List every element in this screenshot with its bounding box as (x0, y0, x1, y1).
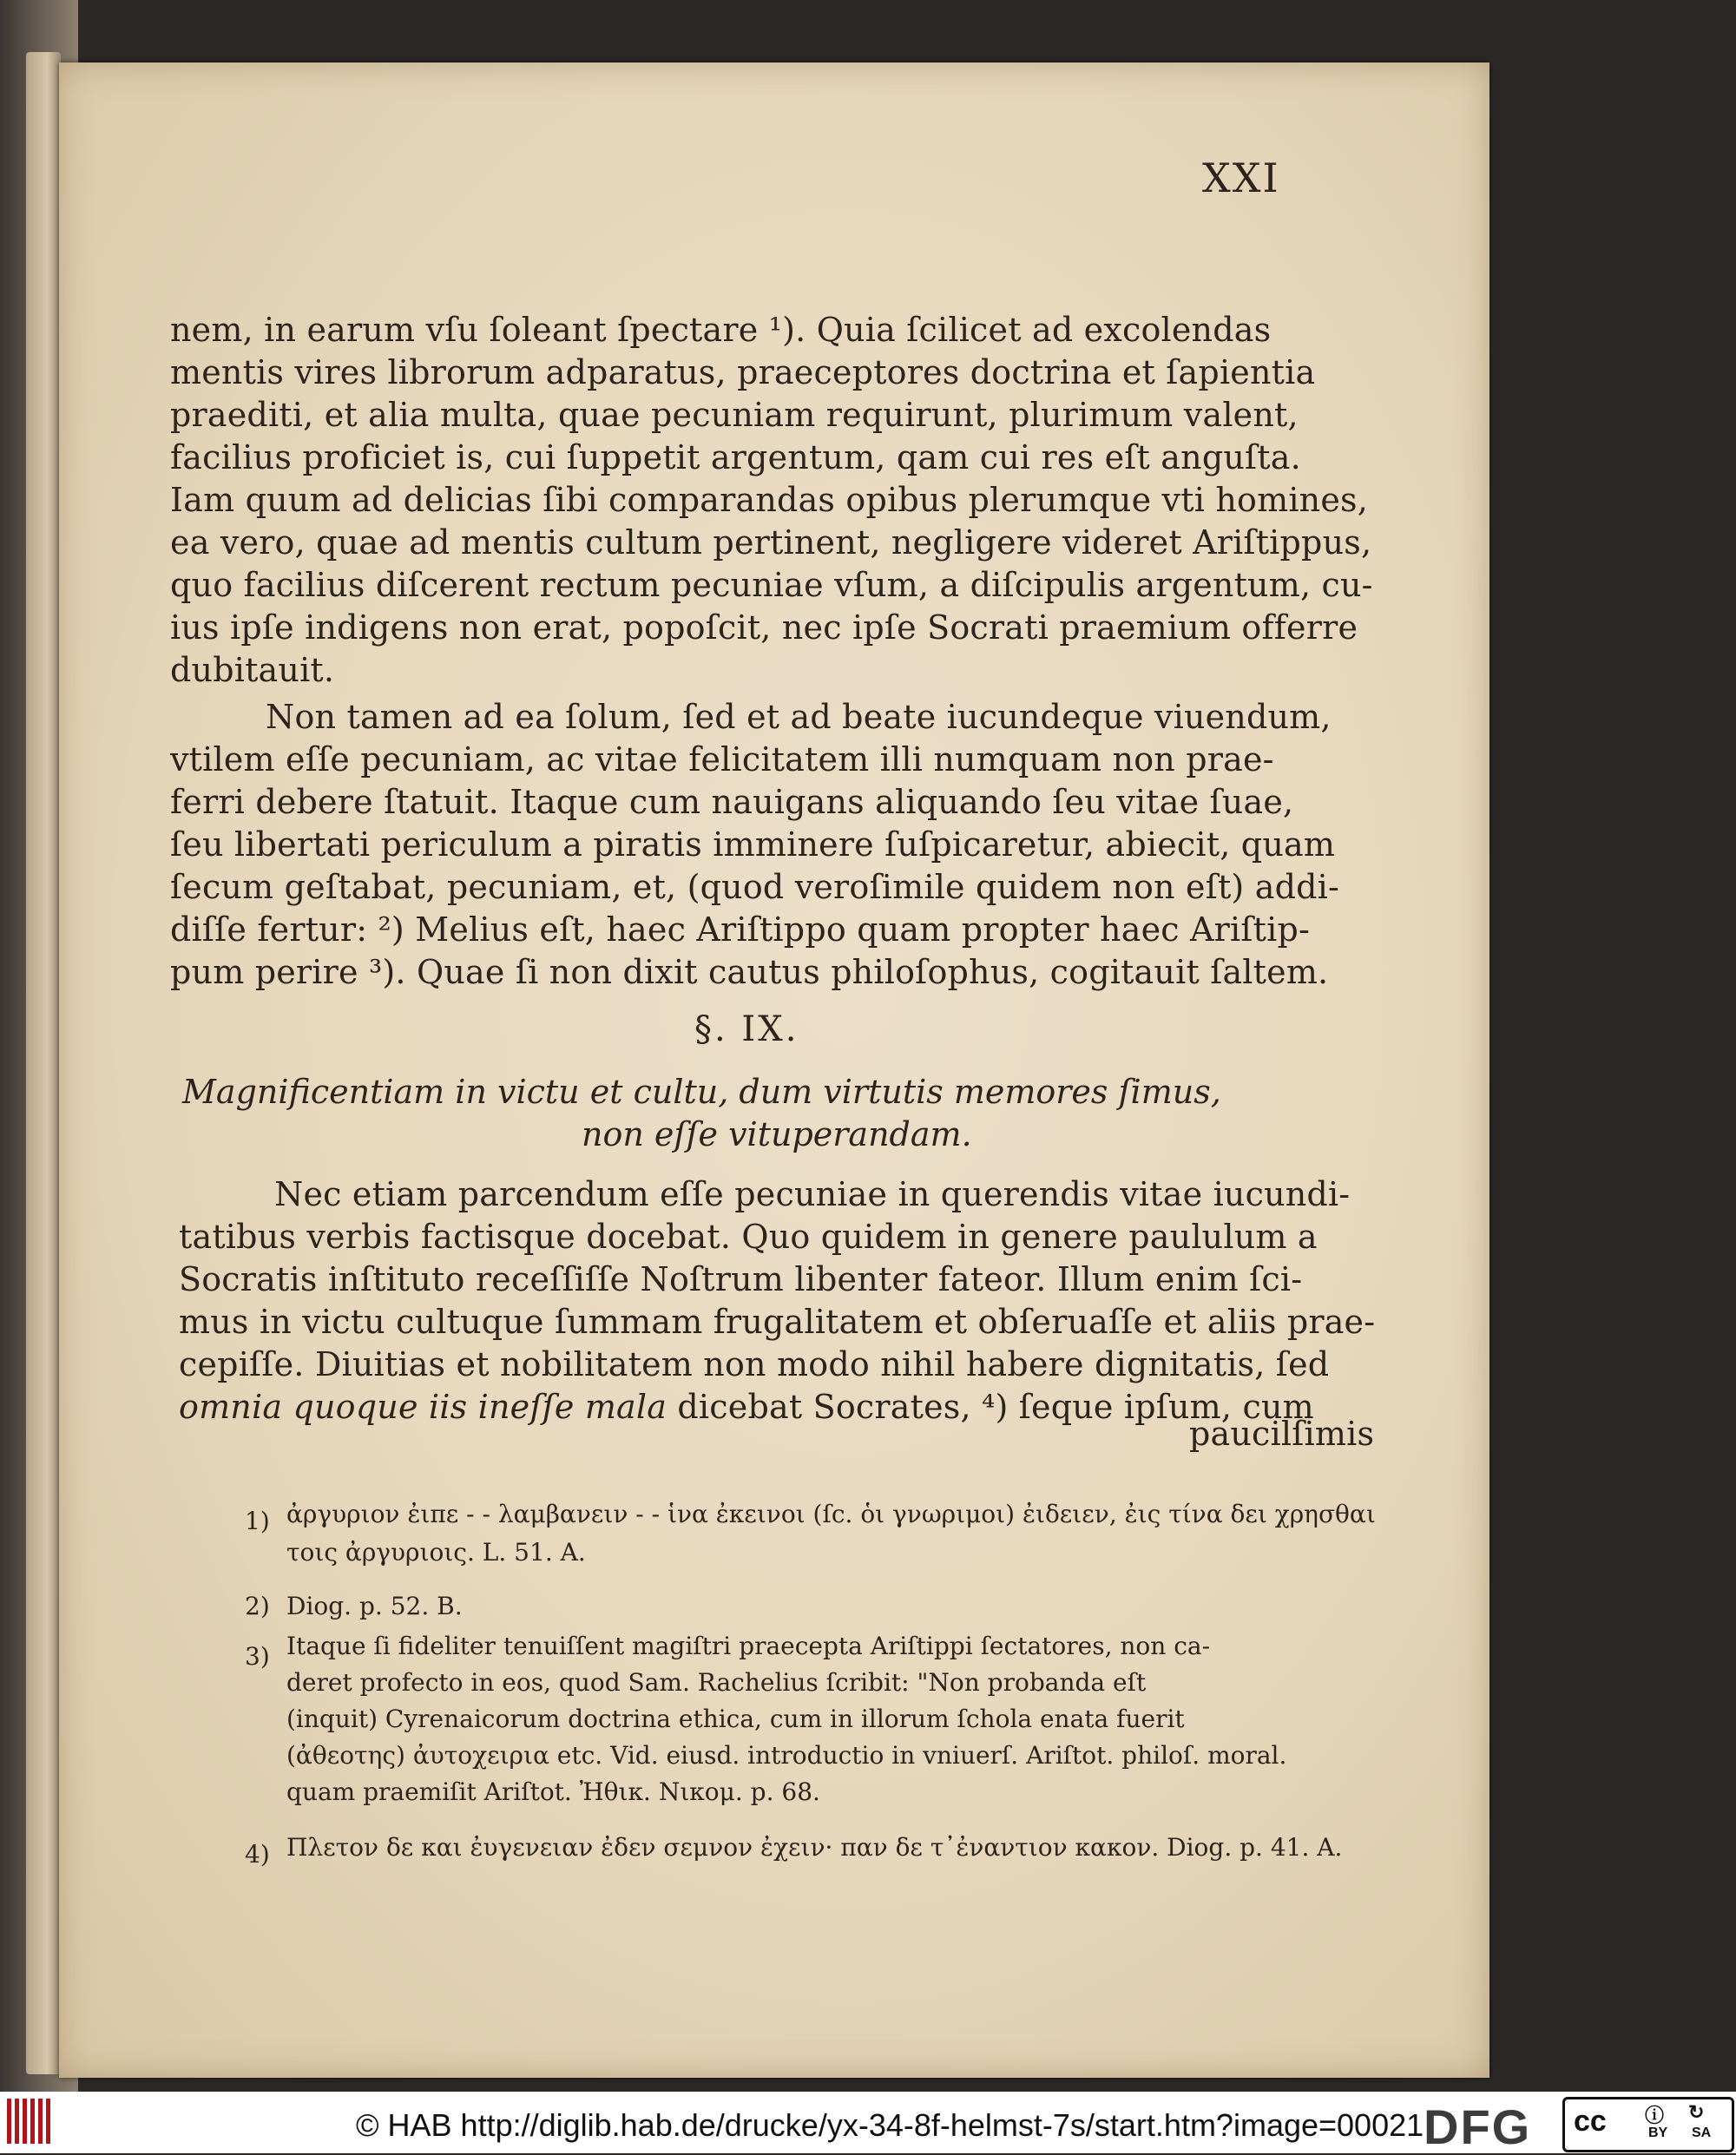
p2-line-3: ferri debere ſtatuit. Itaque cum nauigans aliquando ſeu vitae ſuae, (170, 783, 1294, 821)
p1-line-1: nem, in earum vſu ſoleant ſpectare ¹). Quia ſcilicet ad excolendas (170, 311, 1272, 349)
cc-icon: cc (1574, 2105, 1607, 2138)
catchword: paucilſimis (1189, 1415, 1375, 1453)
p3-line-3: Socratis inſtituto receſſiſſe Noſtrum libenter fateor. Illum enim ſci- (179, 1260, 1303, 1298)
cc-license-badge[interactable] (1562, 2097, 1734, 2152)
footnote-3-line-1: Itaque ſi fideliter tenuiſſent magiſtri praecepta Ariſtippi ſectatores, non ca- (286, 1632, 1211, 1660)
by-label: BY (1648, 2125, 1668, 2140)
p1-line-8: ius ipſe indigens non erat, popoſcit, nec ipſe Socrati praemium offerre (170, 608, 1358, 647)
p2-line-6: diſſe fertur: ²) Melius eſt, haec Ariſtippo quam propter haec Ariſtip- (170, 910, 1311, 949)
p3-italic-phrase: omnia quoque iis ineſſe mala (179, 1388, 667, 1426)
share-alike-icon: ↻ (1688, 2101, 1705, 2123)
section-title-line-2: non eſſe vituperandam. (582, 1115, 972, 1153)
section-heading: §. IX. (694, 1009, 799, 1049)
footnote-1-line-2: τοις ἀργυριοις. L. 51. A. (286, 1538, 586, 1567)
footnote-4-number: 4) (245, 1840, 270, 1869)
section-title-line-1: Magnificentiam in victu et cultu, dum virtutis memores ſimus, (182, 1073, 1221, 1111)
hab-barcode-logo[interactable] (7, 2099, 52, 2144)
book-spine-edge (26, 52, 61, 2074)
p3-line-6 (179, 1388, 1314, 1426)
footnote-2-line-1: Diog. p. 52. B. (286, 1592, 463, 1620)
footnote-3-line-3: (inquit) Cyrenaicorum doctrina ethica, cum in illorum ſchola enata fuerit (286, 1705, 1185, 1733)
attribution-icon: ⓘ (1645, 2105, 1665, 2126)
source-credit-link[interactable]: © HAB http://diglib.hab.de/drucke/yx-34-8f-helmst-7s/start.htm?image=00021 (356, 2107, 1424, 2143)
footnote-3-number: 3) (245, 1642, 270, 1671)
dfg-logo[interactable]: DFG (1424, 2099, 1532, 2154)
footnote-1-number: 1) (245, 1507, 270, 1535)
p2-line-7: pum perire ³). Quae ſi non dixit cautus philoſophus, cogitauit ſaltem. (170, 953, 1329, 991)
p1-line-6: ea vero, quae ad mentis cultum pertinent, negligere videret Ariſtippus, (170, 523, 1372, 562)
p3-line-1: Nec etiam parcendum eſſe pecuniae in querendis vitae iucundi- (274, 1175, 1351, 1213)
footnote-3-line-5: quam praemiſit Ariſtot. Ἠθικ. Νικομ. p. 68. (286, 1777, 820, 1806)
p3-line-4: mus in victu cultuque ſummam frugalitatem et obſeruaſſe et aliis prae- (179, 1303, 1376, 1341)
p2-line-4: ſeu libertati periculum a piratis imminere ſuſpicaretur, abiecit, quam (170, 825, 1336, 864)
footnote-3-line-4: (ἀθεοτης) ἀυτοχειρια etc. Vid. eiusd. introductio in vniuerſ. Ariſtot. philoſ. moral. (286, 1741, 1287, 1770)
p2-line-2: vtilem eſſe pecuniam, ac vitae felicitatem illi numquam non prae- (170, 740, 1274, 779)
p3-line-6-rest: dicebat Socrates, ⁴) ſeque ipſum, cum (667, 1388, 1314, 1426)
p1-line-4: facilius proficiet is, cui ſuppetit argentum, qam cui res eſt anguſta. (170, 438, 1301, 476)
p1-line-5: Iam quum ad delicias ſibi comparandas opibus plerumque vti homines, (170, 481, 1369, 519)
p3-line-5: cepiſſe. Diuitias et nobilitatem non modo nihil habere dignitatis, ſed (179, 1345, 1330, 1383)
footnote-4-line-1: Πλετον δε και ἐυγενειαν ἐδεν σεμνον ἐχειν· παν δε τ᾽ἐναντιον κακον. Diog. p. 41. A. (286, 1833, 1343, 1862)
sa-label: SA (1692, 2125, 1712, 2140)
p1-line-7: quo facilius diſcerent rectum pecuniae vſum, a diſcipulis argentum, cu- (170, 566, 1373, 604)
p2-line-5: ſecum geſtabat, pecuniam, et, (quod veroſimile quidem non eſt) addi- (170, 868, 1340, 906)
footnote-1-line-1: ἀργυριον ἐιπε - - λαμβανειν - - ἱνα ἐκεινοι (ſc. ὁι γνωριμοι) ἐιδειεν, ἐις τίνα δει χρησθαι (286, 1500, 1376, 1528)
p1-line-2: mentis vires librorum adparatus, praeceptores doctrina et ſapientia (170, 353, 1316, 391)
page-folio: XXI (1202, 154, 1280, 201)
p1-line-3: praediti, et alia multa, quae pecuniam requirunt, plurimum valent, (170, 396, 1299, 434)
p2-line-1: Non tamen ad ea ſolum, ſed et ad beate iucundeque viuendum, (266, 698, 1332, 736)
footnote-2-number: 2) (245, 1592, 270, 1620)
p1-line-9: dubitauit. (170, 651, 335, 689)
footnote-3-line-2: deret profecto in eos, quod Sam. Rachelius ſcribit: "Non probanda eſt (286, 1668, 1147, 1697)
p3-line-2: tatibus verbis factisque docebat. Quo quidem in genere paululum a (179, 1218, 1318, 1256)
